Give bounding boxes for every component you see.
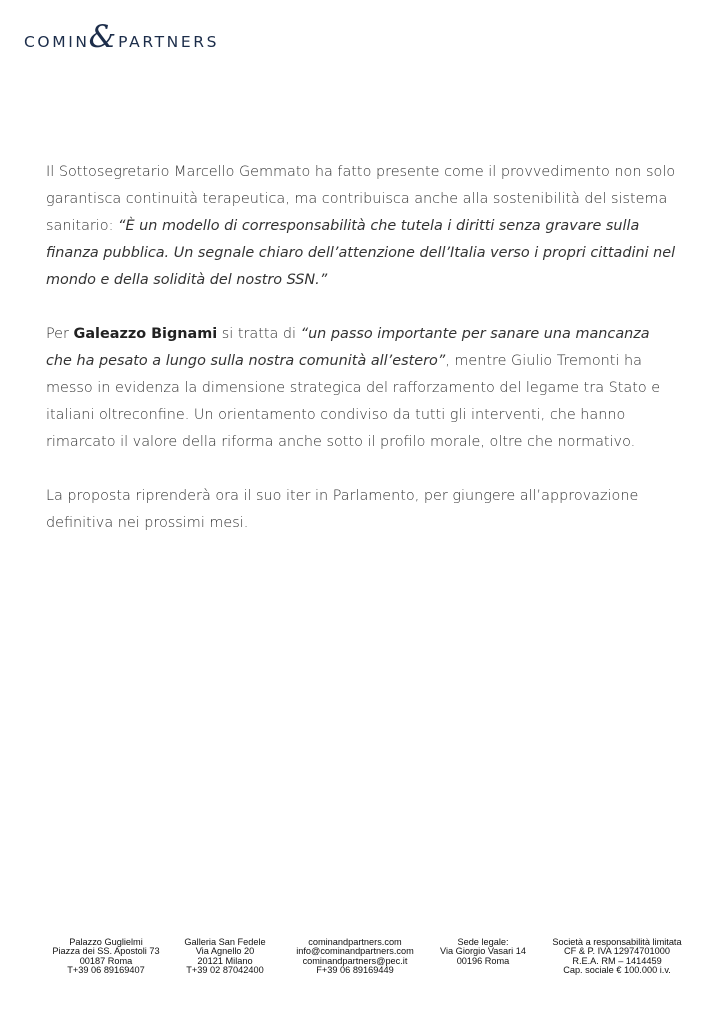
logo-word-comin: COMIN — [24, 32, 90, 51]
footer-office-milano — [176, 938, 274, 976]
paragraph-text: si tratta di — [217, 326, 301, 342]
paragraph-text: Il Sottosegretario Marcello Gemmato ha fatto presente come il provvedimento non solo garantisca continuità terapeutica, ma contribuisca anche alla sostenibilità del sistema sanitario: — [46, 164, 676, 234]
paragraph-gemmato — [46, 159, 676, 294]
footer-line: 00187 Roma — [79, 955, 133, 966]
footer-line: Piazza dei SS. Apostoli 73 — [52, 946, 160, 957]
pec-email-link[interactable]: cominandpartners@pec.it — [302, 955, 408, 966]
document-body — [46, 159, 676, 564]
page-footer — [0, 938, 708, 978]
paragraph-bignami — [46, 321, 676, 456]
footer-line: Palazzo Guglielmi — [69, 937, 143, 947]
paragraph-text: Per — [46, 326, 74, 342]
company-logo — [24, 19, 220, 55]
email-link[interactable]: info@cominandpartners.com — [296, 946, 414, 957]
footer-line: R.E.A. RM – 1414459 — [572, 955, 662, 966]
paragraph-text: La proposta riprenderà ora il suo iter in Parlamento, per giungere all’approvazione definitiva nei prossimi mesi. — [46, 488, 639, 531]
speaker-name: Galeazzo Bignami — [73, 326, 218, 342]
footer-contacts — [290, 938, 420, 976]
quote-bignami: “un passo importante per sanare una mancanza che ha pesato a lungo sulla nostra comunità all’estero” — [46, 326, 650, 369]
website-link[interactable]: cominandpartners.com — [308, 937, 402, 947]
footer-line: Società a responsabilità limitata — [552, 937, 682, 947]
logo-word-partners: PARTNERS — [118, 32, 220, 51]
footer-line: F+39 06 89169449 — [316, 965, 394, 976]
footer-line: Sede legale: — [457, 937, 509, 947]
footer-line: Cap. sociale € 100.000 i.v. — [563, 965, 671, 976]
footer-line: 00196 Roma — [456, 955, 510, 966]
footer-legal-seat — [434, 938, 532, 966]
footer-line: T+39 02 87042400 — [186, 965, 264, 976]
footer-office-roma — [48, 938, 164, 976]
footer-company-info — [542, 938, 692, 976]
logo-ampersand: & — [88, 19, 117, 55]
paragraph-text: , mentre Giulio Tremonti ha messo in evidenza la dimensione strategica del rafforzamento del legame tra Stato e italiani oltreconfine. Un orientamento condiviso da tutti gli interventi, che hanno rimarcato il valore della riforma anche sotto il profilo morale, oltre che normativo. — [46, 353, 661, 450]
footer-line: CF & P. IVA 12974701000 — [564, 946, 670, 957]
paragraph-conclusion — [46, 483, 676, 537]
quote-gemmato: “È un modello di corresponsabilità che tutela i diritti senza gravare sulla finanza pubblica. Un segnale chiaro dell’attenzione dell’Italia verso i propri cittadini nel mondo e della solidità del nostro SSN.” — [46, 218, 676, 288]
footer-line: T+39 06 89169407 — [67, 965, 145, 976]
footer-line: Via Agnello 20 — [195, 946, 255, 957]
footer-line: Via Giorgio Vasari 14 — [440, 946, 526, 957]
footer-line: 20121 Milano — [197, 955, 253, 966]
footer-line: Galleria San Fedele — [184, 937, 266, 947]
